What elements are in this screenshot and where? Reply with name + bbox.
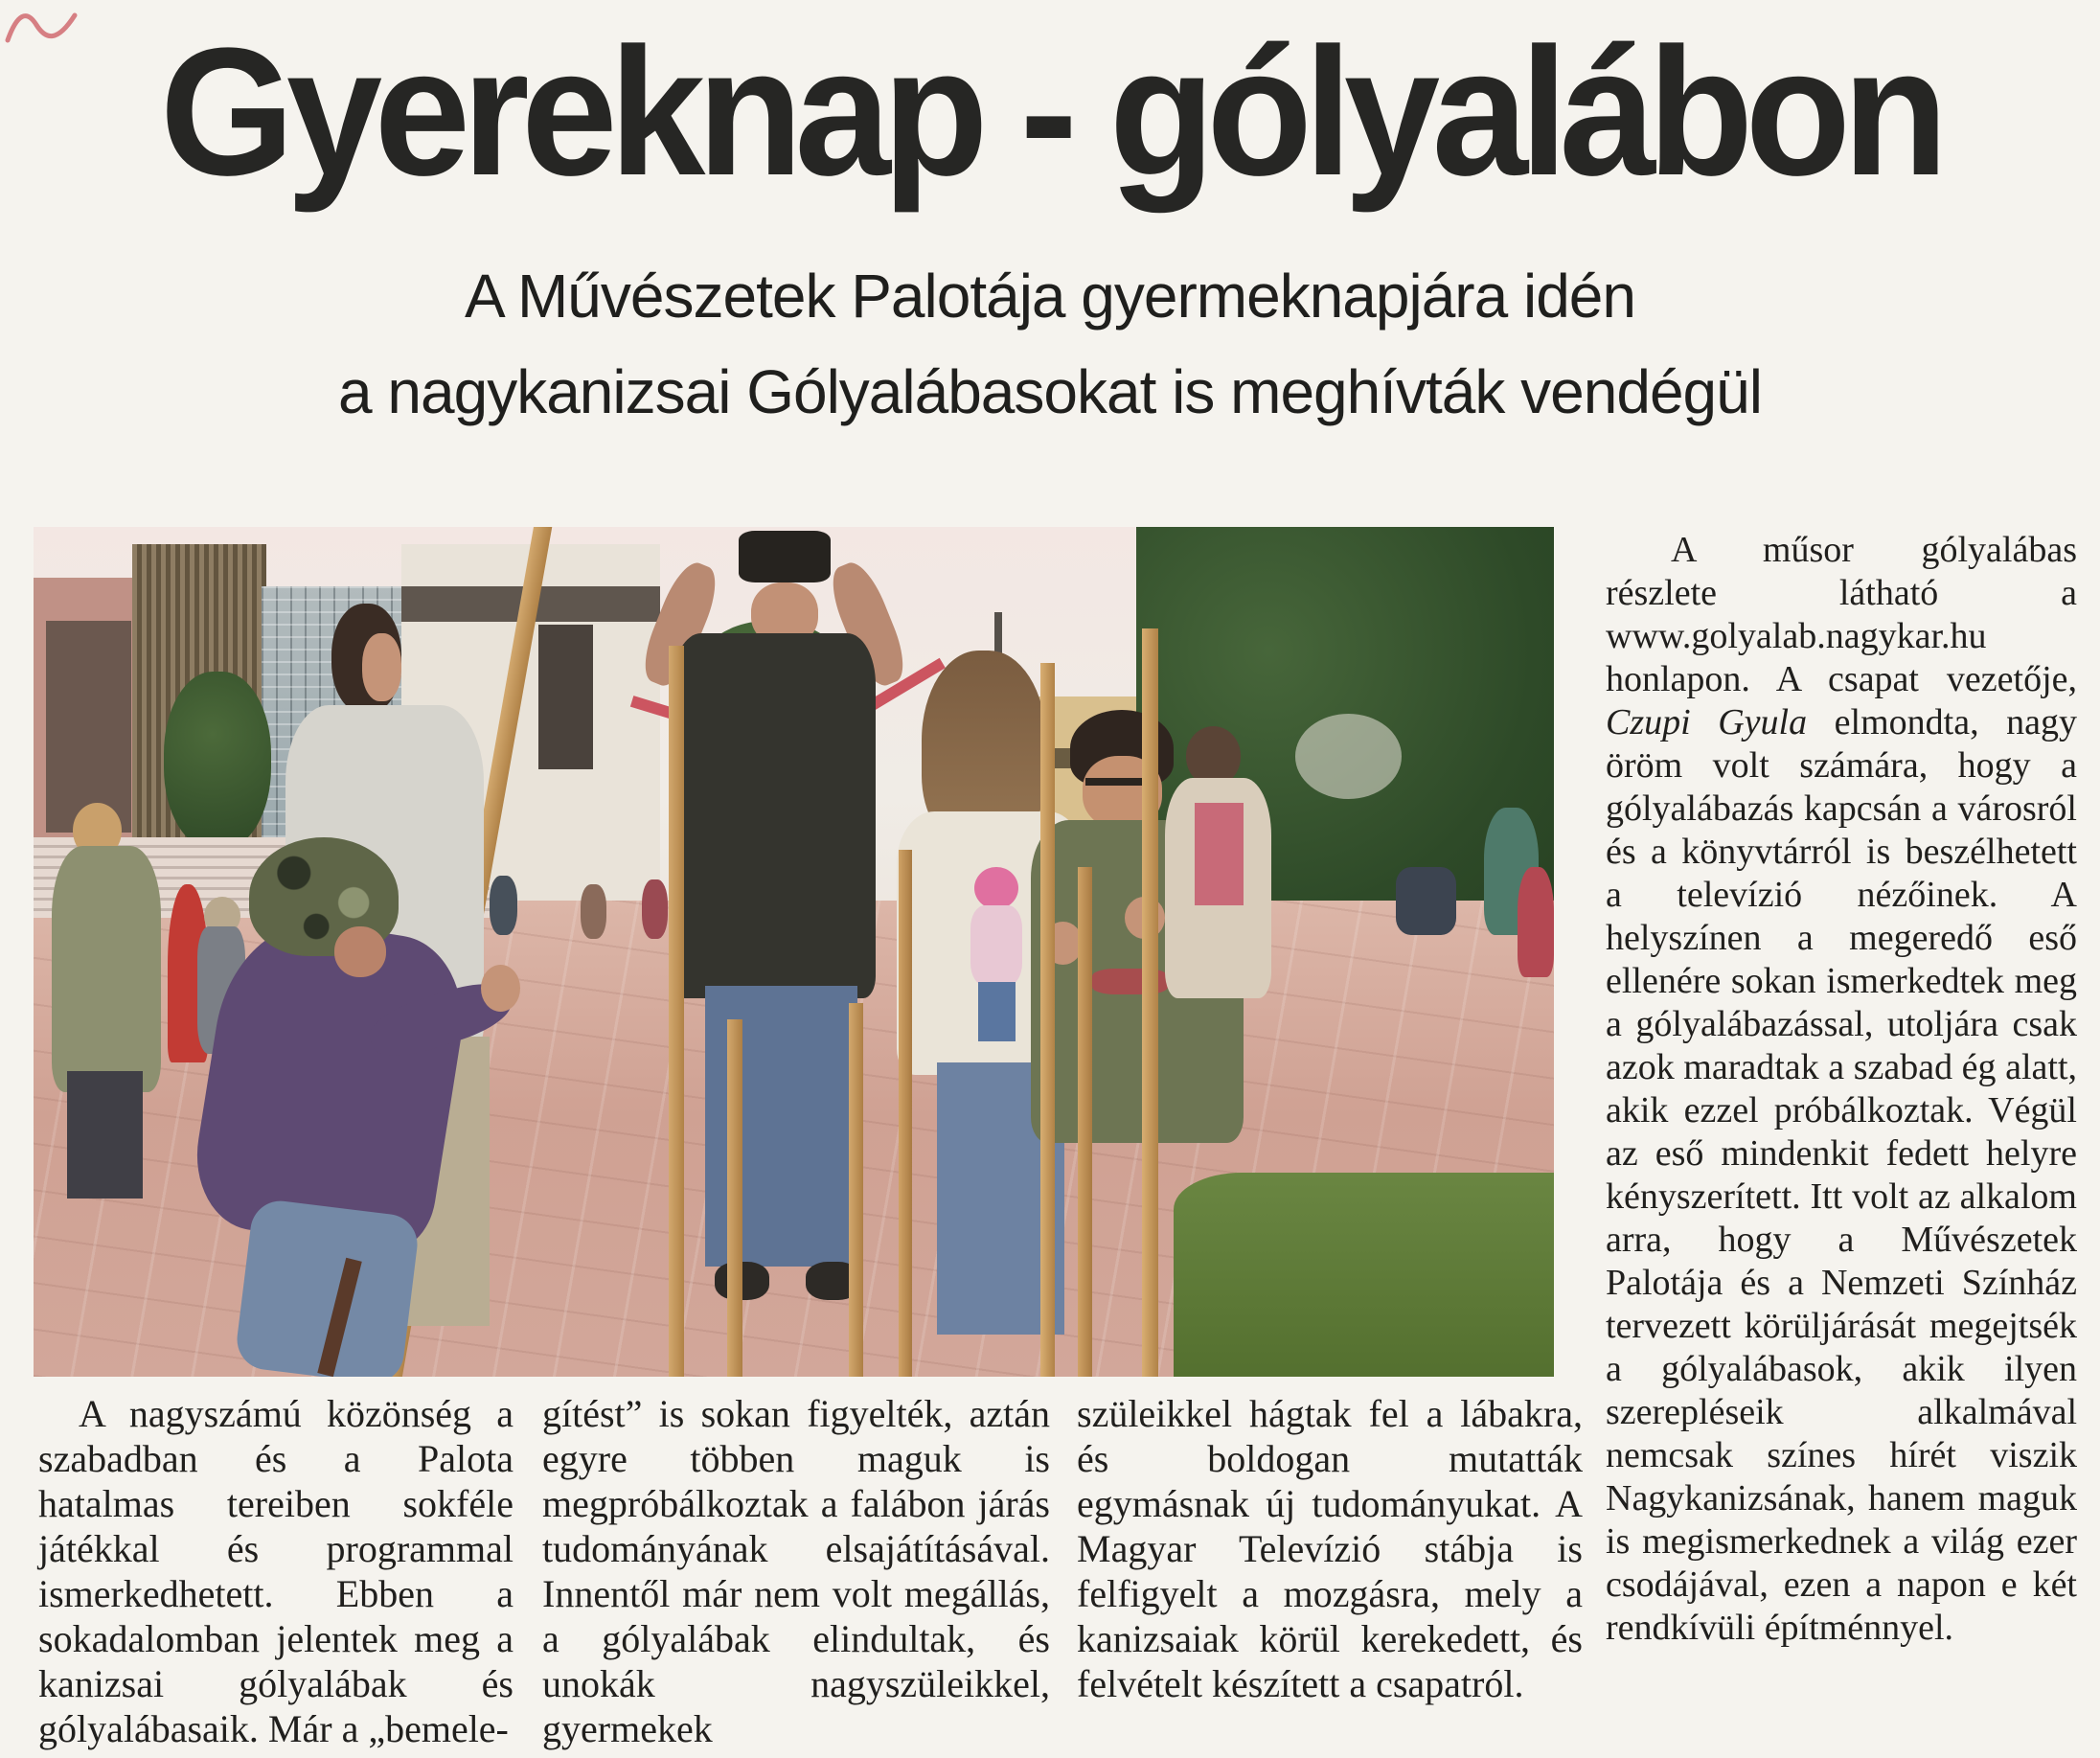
photo-figure-black-shoe bbox=[715, 1262, 769, 1300]
photo-figure-black-body bbox=[673, 633, 877, 998]
photo-stilt-pole bbox=[669, 646, 684, 1377]
photo-stilt-pole bbox=[1040, 663, 1056, 1377]
photo-crowd-figure bbox=[581, 884, 606, 940]
photo-stilt-pole bbox=[899, 850, 912, 1377]
photo-stilt-pole bbox=[727, 1019, 742, 1377]
article-column-bottom-middle bbox=[542, 1391, 1050, 1751]
photo-figure-beige-inner bbox=[1195, 803, 1244, 904]
photo-figure-olive-woman-body bbox=[52, 846, 161, 1092]
photo-grass bbox=[1174, 1173, 1554, 1377]
article-column-bottom-left bbox=[38, 1391, 514, 1751]
photo-figure-stroller bbox=[1396, 867, 1456, 935]
photo-stilt-pole bbox=[849, 1003, 864, 1377]
person-name: Czupi Gyula bbox=[1606, 702, 1808, 742]
article-photo-stilt-walkers bbox=[34, 527, 1554, 1377]
photo-building-doorway bbox=[538, 625, 593, 769]
photo-figure-toddler-legs bbox=[978, 982, 1016, 1041]
photo-figure-purple-hand bbox=[481, 965, 520, 1012]
bottom-left-paragraph: A nagyszámú közönség a szabadban és a Palota hatalmas tereiben sokféle játékkal és programmal ismerkedhetett. Ebben a sokadalomban jelentek meg a kanizsai gólyalábak és gólyalábasaik. Már a „bemele- bbox=[38, 1392, 514, 1750]
subhead-line1: A Művészetek Palotája gyermeknapjára idén bbox=[465, 262, 1635, 331]
photo-crowd-figure bbox=[642, 879, 668, 939]
right-column-text-cont: elmondta, nagy öröm volt számára, hogy a gólyalábazás kapcsán a városról és a könyvtárról is beszélhetett a televízió nézőinek. A helyszínen a megeredő eső ellenére sokan ismerkedtek meg a gólyalábazással, utoljára csak azok maradtak a szabad ég alatt, akik ezzel próbálkoztak. Végül az eső mindenkit fedett helyre kényszerített. Itt volt az alkalom arra, hogy a Művészetek Palotája és a Nemzeti Színház tervezett körüljárását megejtsék a gólyalábasok, akik ilyen szerepléseik alkalmával nemcsak színes hírét viszik Nagykanizsának, hanem maguk is megismerkednek a világ ezer csodájával, ezen a napon e két rendkívüli építménnyel. bbox=[1606, 702, 2078, 1648]
bottom-right-paragraph: szüleikkel hágtak fel a lábakra, és boldogan mutatták egymásnak új tudományukat. A Magyar Televízió stábja is felfigyelt a mozgásra, mely a kanizsaiak körül kerekedett, és felvételt készített a csapatról. bbox=[1077, 1392, 1583, 1705]
article-column-bottom-right bbox=[1077, 1391, 1583, 1706]
photo-figure-black-cap bbox=[739, 531, 830, 582]
bottom-middle-paragraph: gítést” is sokan figyelték, aztán egyre többen maguk is megpróbálkoztak a falábon járás tudományának elsajátításával. Innentől már nem volt megállás, a gólyalábak elindultak, és unokák nagyszüleikkel, gyermekek bbox=[542, 1392, 1050, 1750]
photo-tree-right-gap bbox=[1295, 714, 1402, 799]
photo-figure-purple-face bbox=[334, 926, 386, 977]
photo-tree-left bbox=[164, 672, 270, 850]
right-column-text: A műsor gólyalábas részlete látható a www.golyalab.nagykar.hu honlapon. A csapat vezetője, bbox=[1606, 530, 2077, 699]
subhead-line2: a nagykanizsai Gólyalábasokat is meghívták vendégül bbox=[338, 357, 1762, 426]
photo-figure-olive-woman-legs bbox=[67, 1071, 143, 1199]
photo-figure-red-woman bbox=[1518, 867, 1554, 977]
photo-figure-greyshirt-face bbox=[362, 633, 401, 701]
photo-building-window bbox=[46, 621, 131, 833]
right-column-paragraph bbox=[1606, 529, 2077, 1650]
photo-stilt-pole bbox=[1078, 867, 1091, 1377]
photo-figure-toddler-body bbox=[970, 905, 1022, 986]
photo-crowd-figure bbox=[490, 876, 517, 935]
headline: Gyereknap - gólyalábon bbox=[159, 11, 1941, 214]
photo-stilt-pole bbox=[1142, 628, 1158, 1377]
article-column-right bbox=[1606, 529, 2077, 1650]
